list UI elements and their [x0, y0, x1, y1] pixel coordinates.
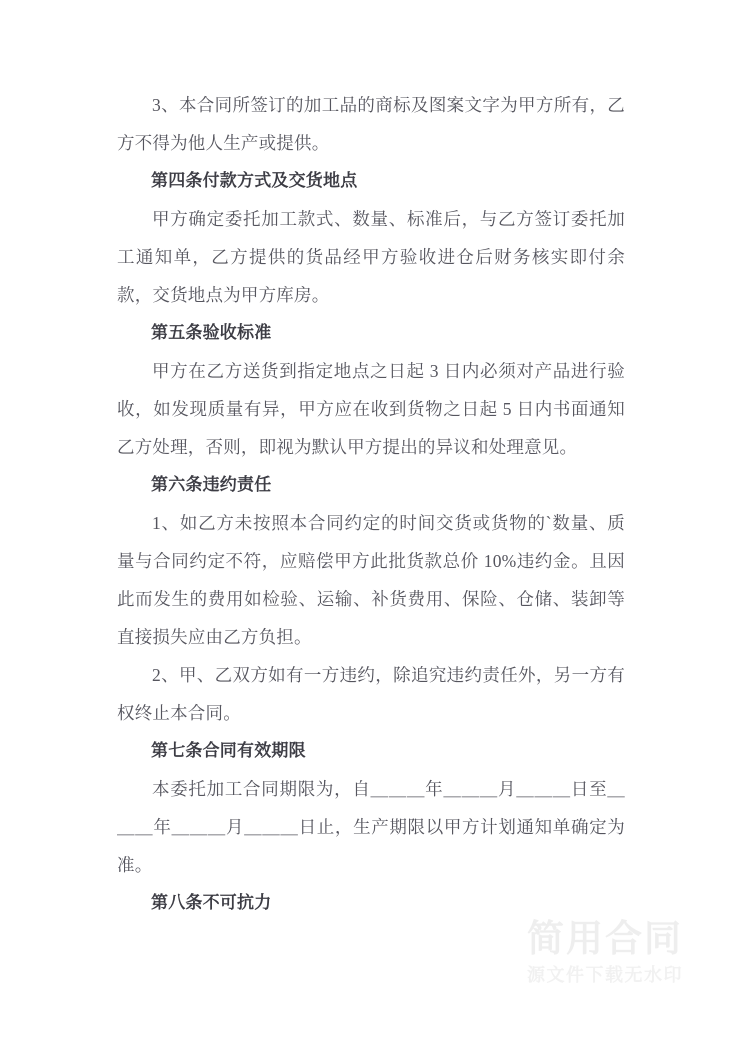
watermark: [498, 918, 712, 987]
article-7-body: 本委托加工合同期限为，自＿＿＿年＿＿＿月＿＿＿日至＿＿＿年＿＿＿月＿＿＿日止，生产期限以甲方计划通知单确定为准。: [117, 779, 625, 875]
watermark-main-text: 简用合同: [527, 918, 683, 959]
article-5-heading: 第五条验收标准: [151, 323, 272, 342]
clause-3-trademark-ownership: 3、本合同所签订的加工品的商标及图案文字为甲方所有，乙方不得为他人生产或提供。: [117, 95, 625, 153]
article-4-body: 甲方确定委托加工款式、数量、标准后，与乙方签订委托加工通知单，乙方提供的货品经甲方验收进仓后财务核实即付余款，交货地点为甲方库房。: [117, 209, 625, 305]
article-6-heading: 第六条违约责任: [151, 475, 272, 494]
article-6-clause-2: 2、甲、乙双方如有一方违约，除追究违约责任外，另一方有权终止本合同。: [117, 665, 625, 723]
article-4-heading: 第四条付款方式及交货地点: [151, 171, 358, 190]
article-8-heading: 第八条不可抗力: [151, 893, 272, 912]
document-body: [117, 86, 625, 922]
article-5-body: 甲方在乙方送货到指定地点之日起 3 日内必须对产品进行验收，如发现质量有异，甲方应在收到货物之日起 5 日内书面通知乙方处理，否则，即视为默认甲方提出的异议和处理意见。: [117, 361, 625, 457]
watermark-subtitle-text: 源文件下载无水印: [527, 965, 683, 985]
article-7-heading: 第七条合同有效期限: [151, 741, 306, 760]
article-6-clause-1: 1、如乙方未按照本合同约定的时间交货或货物的`数量、质量与合同约定不符，应赔偿甲方此批货款总价 10%违约金。且因此而发生的费用如检验、运输、补货费用、保险、仓储、装卸等直接损失应由乙方负担。: [117, 513, 625, 647]
